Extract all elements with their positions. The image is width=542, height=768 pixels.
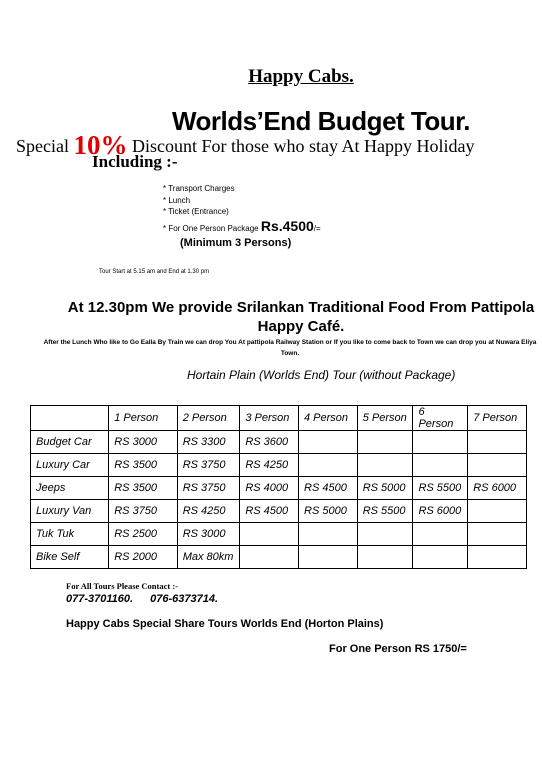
company-title: Happy Cabs.: [248, 66, 354, 87]
table-cell: Bike Self: [31, 546, 109, 569]
price-table: [30, 405, 527, 569]
phone-number: 077-3701160.: [66, 593, 134, 605]
table-cell: RS 2000: [109, 546, 177, 569]
phone-number: 076-6373714.: [150, 593, 219, 605]
table-cell: RS 4500: [240, 500, 299, 523]
table-cell: [299, 546, 358, 569]
table-cell: RS 3750: [109, 500, 177, 523]
table-row: [31, 477, 527, 500]
table-cell: [413, 431, 468, 454]
table-cell: Max 80km: [177, 546, 240, 569]
table-cell: Tuk Tuk: [31, 523, 109, 546]
table-cell: [413, 546, 468, 569]
table-header-cell: 2 Person: [177, 406, 240, 431]
table-cell: Jeeps: [31, 477, 109, 500]
table-cell: RS 3750: [177, 454, 240, 477]
contact-label: For All Tours Please Contact :-: [66, 581, 178, 591]
table-cell: Luxury Car: [31, 454, 109, 477]
table-header-row: [31, 406, 527, 431]
tour-title: Worlds’End Budget Tour.: [171, 106, 471, 136]
table-cell: [299, 454, 358, 477]
table-header-cell: 6 Person: [413, 406, 468, 431]
share-tour-price: For One Person RS 1750/=: [329, 643, 467, 655]
package-line: [163, 218, 321, 234]
table-header-cell: 5 Person: [357, 406, 413, 431]
table-header-cell: 1 Person: [109, 406, 177, 431]
table-cell: [299, 431, 358, 454]
package-suffix: /=: [313, 224, 321, 233]
package-price: Rs.4500: [260, 218, 314, 234]
table-cell: RS 3300: [177, 431, 240, 454]
table-row: [31, 454, 527, 477]
table-cell: [357, 431, 413, 454]
list-item: * Lunch: [163, 195, 191, 205]
table-cell: RS 4000: [240, 477, 299, 500]
table-cell: RS 3600: [240, 431, 299, 454]
table-cell: [413, 523, 468, 546]
share-tour-title: Happy Cabs Special Share Tours Worlds End (Horton Plains): [66, 618, 384, 630]
table-row: [31, 431, 527, 454]
minimum-persons: (Minimum 3 Persons): [180, 237, 292, 249]
table-cell: RS 6000: [468, 477, 527, 500]
table-cell: RS 3500: [109, 454, 177, 477]
table-cell: [468, 454, 527, 477]
table-cell: [240, 523, 299, 546]
includes-list: [163, 183, 235, 218]
discount-text: Discount For those who stay At Happy Holiday: [131, 136, 475, 156]
table-cell: [240, 546, 299, 569]
table-cell: RS 3000: [177, 523, 240, 546]
table-cell: RS 4250: [177, 500, 240, 523]
discount-line: [16, 130, 474, 161]
table-cell: RS 5500: [357, 500, 413, 523]
table-cell: RS 5500: [413, 477, 468, 500]
package-label: * For One Person Package: [163, 224, 259, 233]
table-cell: RS 5000: [357, 477, 413, 500]
table-cell: RS 3000: [109, 431, 177, 454]
table-cell: [357, 523, 413, 546]
table-row: [31, 523, 527, 546]
table-cell: [357, 454, 413, 477]
table-cell: RS 2500: [109, 523, 177, 546]
list-item: * Ticket (Entrance): [163, 207, 229, 216]
list-item: * Transport Charges: [163, 184, 235, 193]
table-cell: [468, 431, 527, 454]
table-header-cell: 4 Person: [299, 406, 358, 431]
table-cell: RS 3500: [109, 477, 177, 500]
table-cell: RS 5000: [299, 500, 358, 523]
including-label: Including :-: [92, 152, 178, 171]
table-cell: Luxury Van: [31, 500, 109, 523]
discount-percent: 10%: [73, 130, 128, 160]
table-cell: RS 6000: [413, 500, 468, 523]
table-cell: [299, 523, 358, 546]
table-header-cell: 7 Person: [468, 406, 527, 431]
table-cell: [468, 546, 527, 569]
contact-phones: [66, 593, 218, 605]
horton-plain-title: Hortain Plain (Worlds End) Tour (without Package): [187, 368, 456, 382]
table-cell: RS 4250: [240, 454, 299, 477]
table-cell: RS 4500: [299, 477, 358, 500]
table-header-cell: 3 Person: [240, 406, 299, 431]
table-header-cell: [31, 406, 109, 431]
table-cell: Budget Car: [31, 431, 109, 454]
table-cell: [468, 500, 527, 523]
table-cell: [468, 523, 527, 546]
table-cell: [413, 454, 468, 477]
food-line: At 12.30pm We provide Srilankan Traditional Food From Pattipola Happy Café.: [67, 299, 535, 335]
table-cell: [357, 546, 413, 569]
tour-time: Tour Start at 5.15 am and End at 1.30 pm: [99, 269, 210, 275]
special-label: Special: [16, 136, 69, 156]
lunch-note: After the Lunch Who like to Go Ealla By Train we can drop You At pattipola Railway Station or If you like to come back to Town we can drop you at Nuwara Eliya Town.: [43, 339, 537, 357]
table-row: [31, 500, 527, 523]
table-row: [31, 546, 527, 569]
table-cell: RS 3750: [177, 477, 240, 500]
